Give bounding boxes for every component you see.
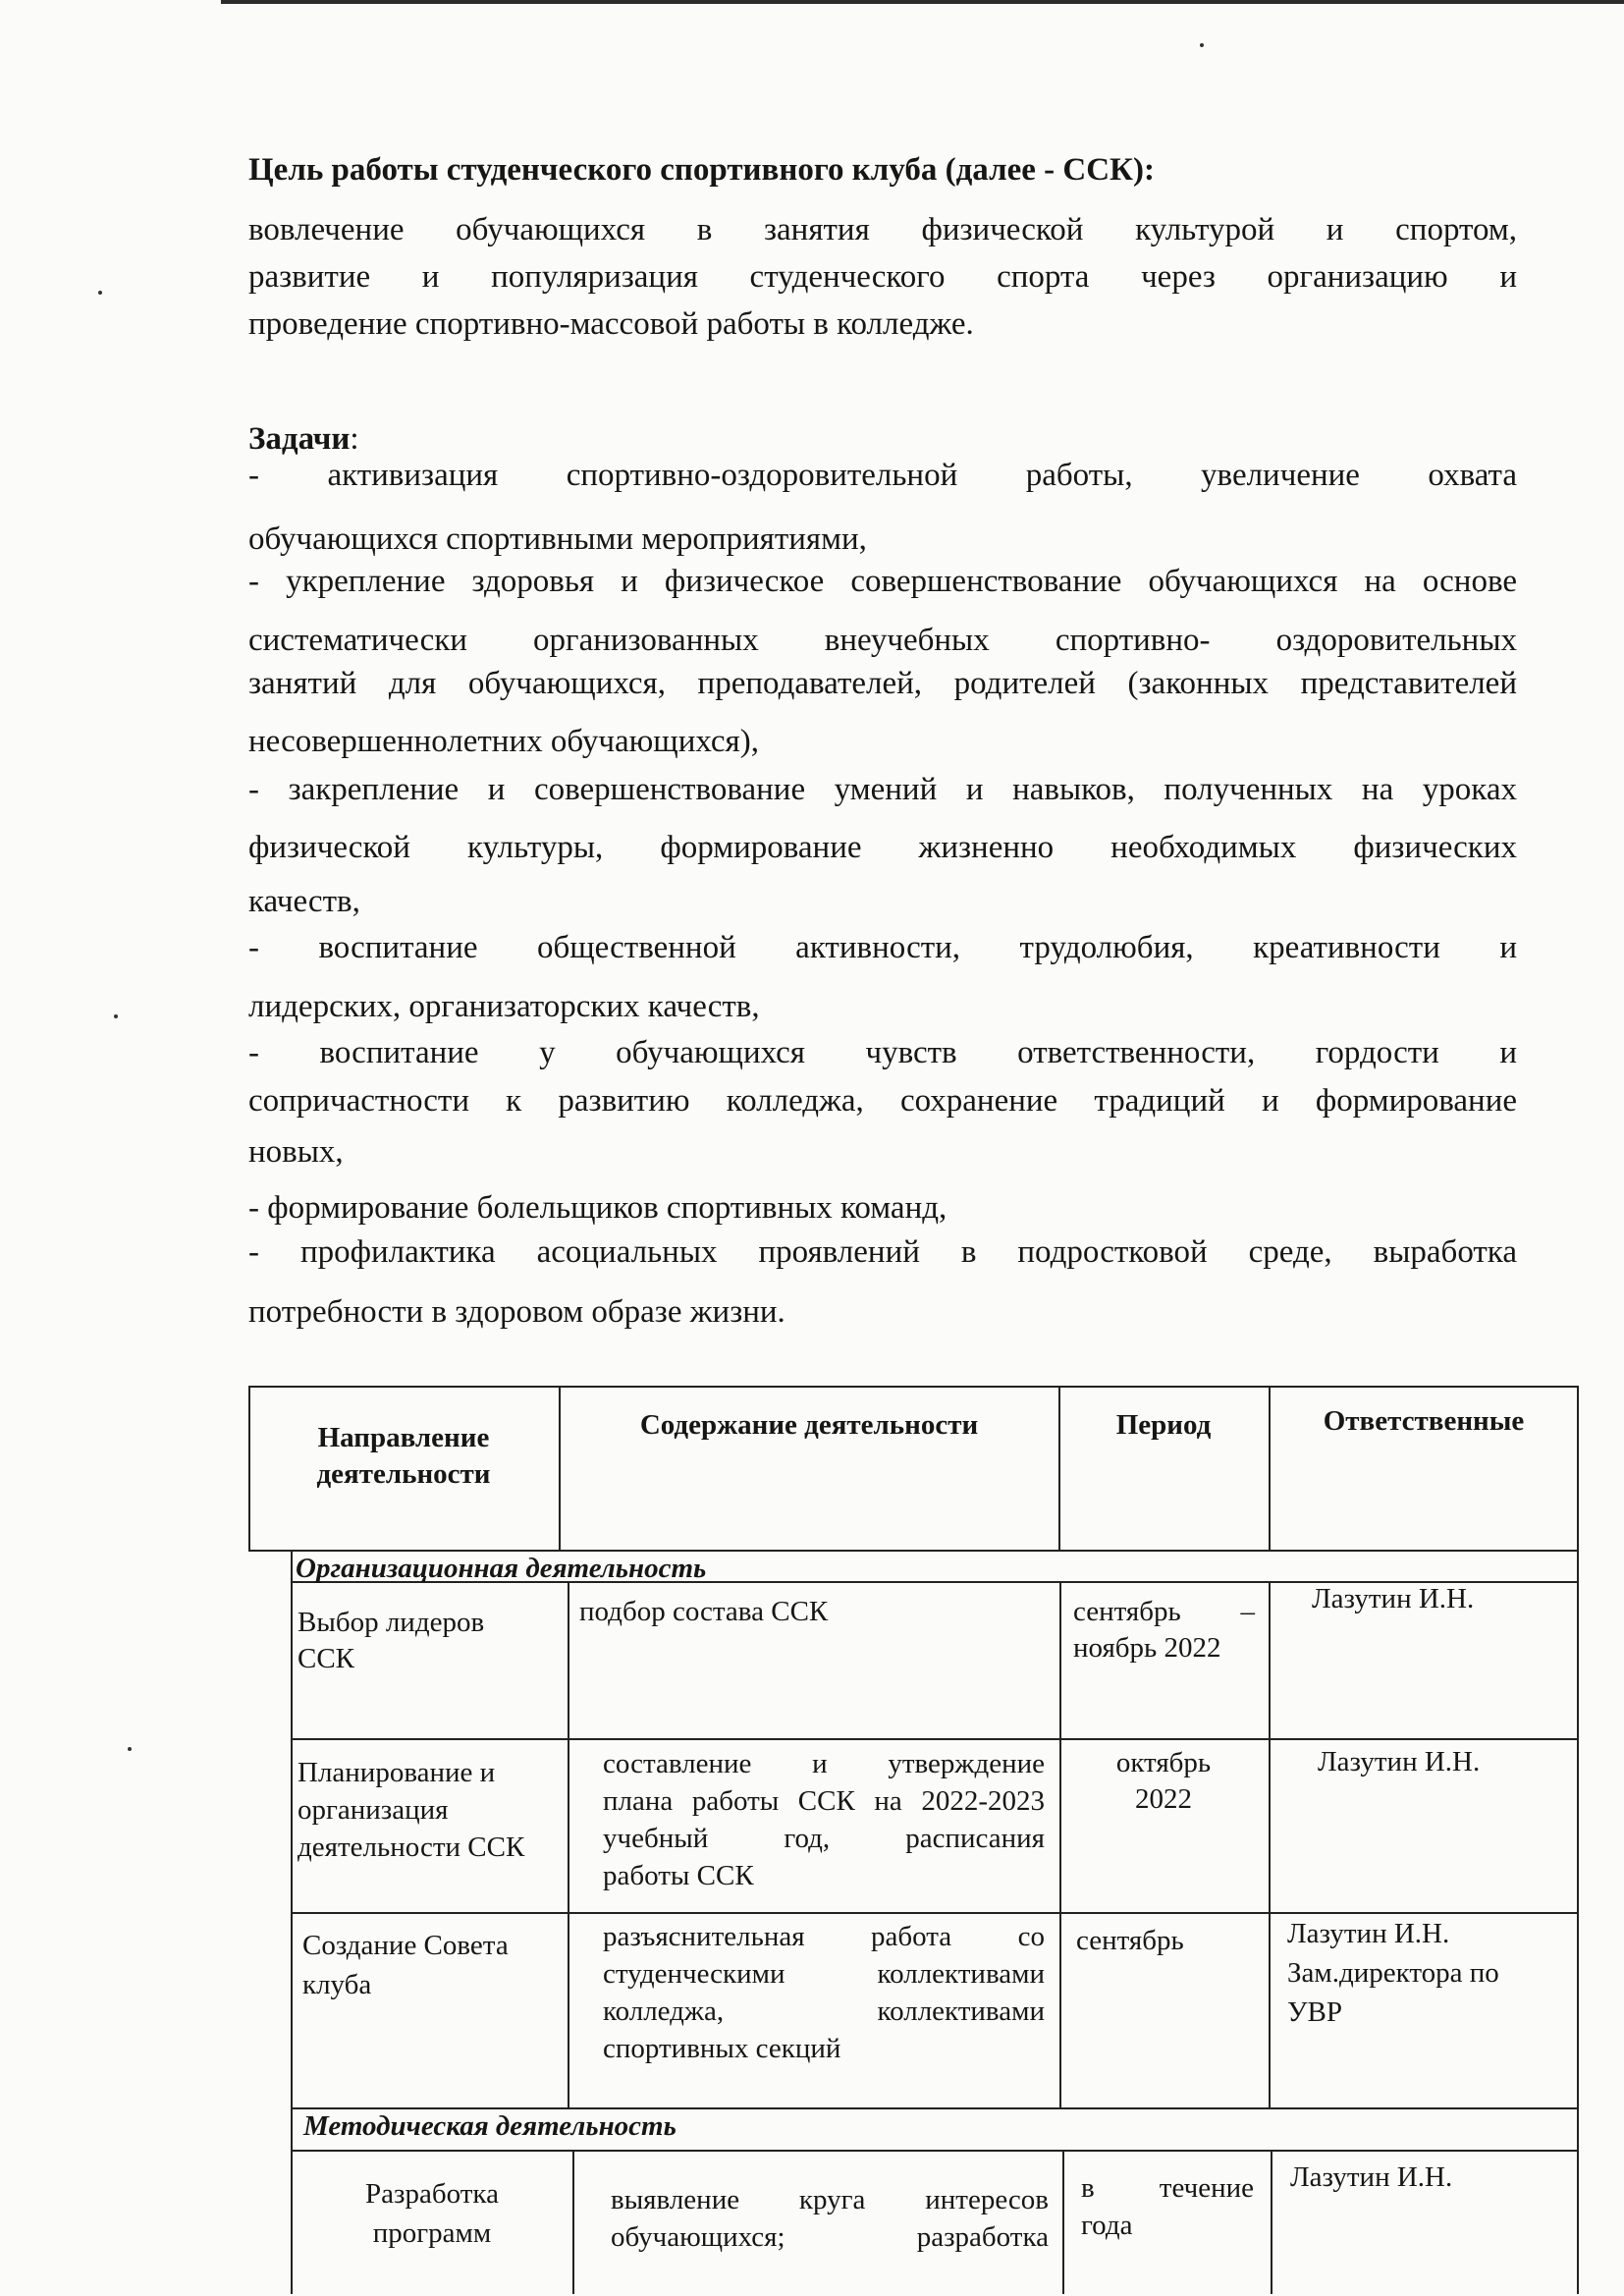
row-content: разъяснительная работа со студенческими коллективами колледжа, коллективами спортивных секций <box>603 1921 1045 2064</box>
table-rule <box>1059 1581 1061 2107</box>
task-line: - закрепление и совершенствование умений и навыков, полученных на уроках <box>248 772 1517 807</box>
tasks-heading: Задачи <box>248 421 351 457</box>
row-responsible: Лазутин И.Н. Зам.директора по УВР <box>1287 1918 1499 2028</box>
scan-speck <box>114 1014 118 1018</box>
table-rule <box>248 1550 1579 1552</box>
goal-title: Цель работы студенческого спортивного клуба (далее - ССК): <box>248 152 1155 188</box>
row-period: в течение года <box>1081 2172 1254 2241</box>
task-line: - профилактика асоциальных проявлений в подростковой среде, выработка <box>248 1234 1517 1270</box>
row-direction: Разработка программ <box>365 2178 499 2249</box>
table-rule <box>1269 1386 1271 1550</box>
task-line: новых, <box>248 1134 344 1170</box>
scan-speck <box>98 291 102 295</box>
task-line: - формирование болельщиков спортивных команд, <box>248 1190 947 1226</box>
task-line: сопричастности к развитию колледжа, сохранение традиций и формирование <box>248 1083 1517 1119</box>
table-rule <box>1271 2150 1272 2294</box>
row-direction: Создание Совета клуба <box>302 1930 509 2000</box>
activity-table <box>248 1386 1579 2294</box>
task-line: - активизация спортивно-оздоровительной работы, увеличение охвата <box>248 458 1517 493</box>
tasks-title <box>248 419 1517 459</box>
row-responsible: Лазутин И.Н. <box>1312 1583 1475 1614</box>
task-line: качеств, <box>248 884 360 919</box>
table-rule <box>568 1581 569 2107</box>
task-line: - воспитание общественной активности, трудолюбия, креативности и <box>248 930 1517 965</box>
table-rule <box>248 1386 250 1550</box>
table-rule <box>291 2150 1579 2152</box>
header-content: Содержание деятельности <box>639 1409 979 1441</box>
task-line: - воспитание у обучающихся чувств ответственности, гордости и <box>248 1035 1517 1070</box>
table-rule <box>1058 1386 1060 1550</box>
row-direction: Планирование и организация деятельности ССК <box>298 1757 525 1863</box>
goal-line: развитие и популяризация студенческого спорта через организацию и <box>248 259 1517 295</box>
row-responsible: Лазутин И.Н. <box>1290 2161 1453 2193</box>
row-direction: Выбор лидеров ССК <box>298 1607 485 1674</box>
task-line: - укрепление здоровья и физическое совершенствование обучающихся на основе <box>248 564 1517 599</box>
row-responsible: Лазутин И.Н. <box>1318 1746 1481 1777</box>
row-period: сентябрь <box>1076 1925 1184 1956</box>
scan-speck <box>128 1747 132 1751</box>
tasks-colon: : <box>350 421 359 457</box>
header-responsible: Ответственные <box>1323 1405 1525 1437</box>
section-title: Организационная деятельность <box>296 1553 707 1584</box>
table-rule <box>1577 1386 1579 2294</box>
row-period: октябрь 2022 <box>1115 1747 1212 1815</box>
header-direction: Направление деятельности <box>316 1422 491 1490</box>
task-line: физической культуры, формирование жизненно необходимых физических <box>248 830 1517 865</box>
row-content: подбор состава ССК <box>579 1596 829 1627</box>
table-rule <box>1269 1581 1271 2107</box>
row-content: выявление круга интересов обучающихся; разработка <box>611 2184 1049 2253</box>
task-line: систематически организованных внеучебных спортивно- оздоровительных <box>248 623 1517 658</box>
table-rule <box>291 1738 1579 1740</box>
table-rule <box>559 1386 561 1550</box>
task-line: потребности в здоровом образе жизни. <box>248 1294 785 1330</box>
header-period: Период <box>1115 1409 1212 1441</box>
goal-line: вовлечение обучающихся в занятия физической культурой и спортом, <box>248 212 1517 247</box>
goal-line: проведение спортивно-массовой работы в колледже. <box>248 306 974 342</box>
task-line: несовершеннолетних обучающихся), <box>248 724 759 759</box>
task-line: лидерских, организаторских качеств, <box>248 989 760 1024</box>
table-rule <box>1062 2150 1064 2294</box>
task-line: обучающихся спортивными мероприятиями, <box>248 521 867 557</box>
row-content: составление и утверждение плана работы ССК на 2022-2023 учебный год, расписания работы ССК <box>603 1748 1045 1891</box>
table-rule <box>291 2107 1579 2109</box>
table-rule <box>572 2150 574 2294</box>
scan-speck <box>1200 43 1204 47</box>
table-rule <box>248 1386 1579 1388</box>
task-line: занятий для обучающихся, преподавателей, родителей (законных представителей <box>248 666 1517 701</box>
row-period: сентябрь – ноябрь 2022 <box>1073 1596 1255 1664</box>
scan-edge-line <box>221 0 1624 4</box>
section-title: Методическая деятельность <box>303 2110 677 2142</box>
